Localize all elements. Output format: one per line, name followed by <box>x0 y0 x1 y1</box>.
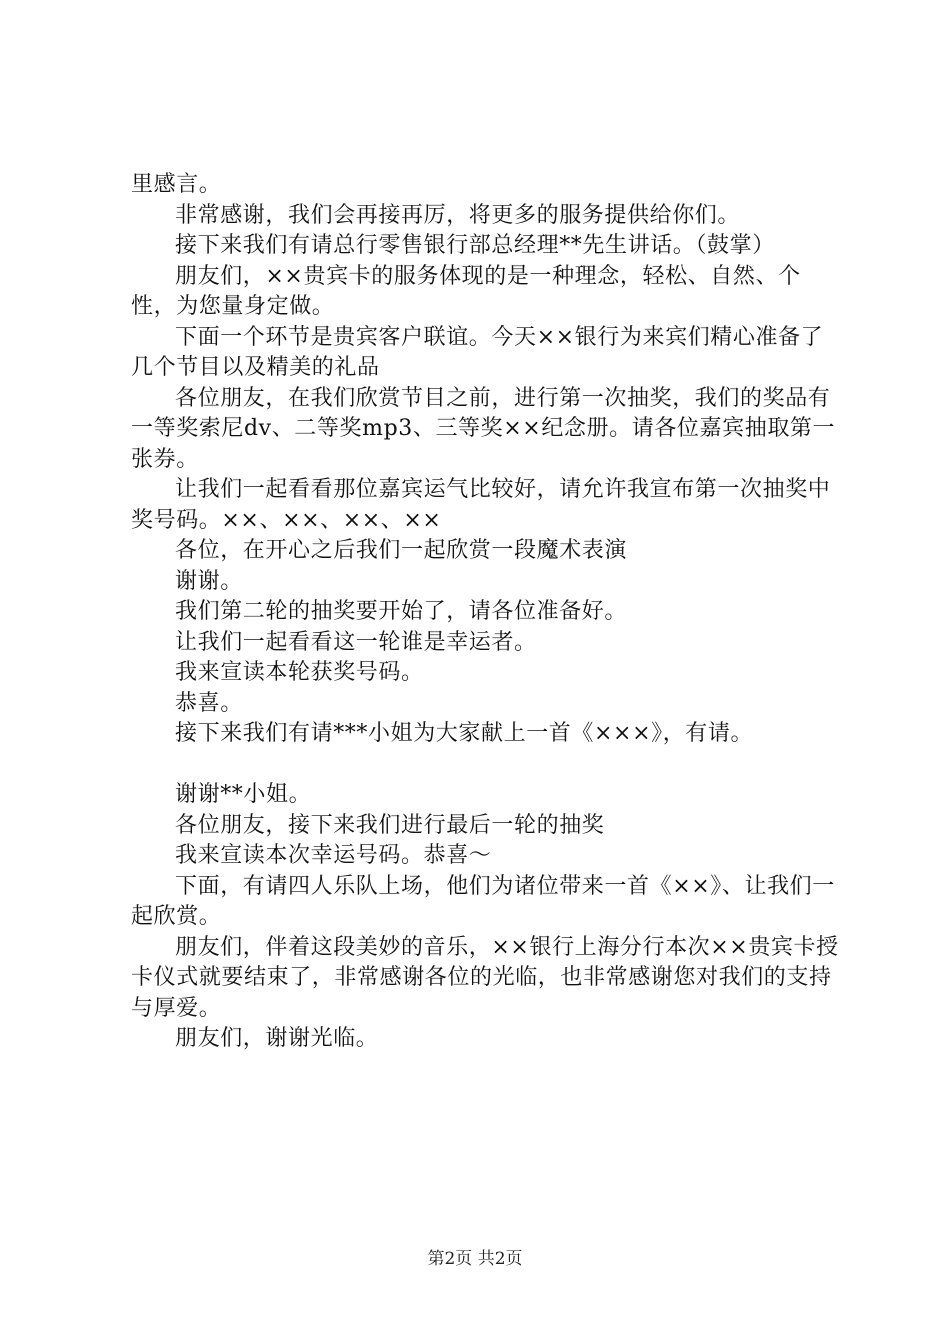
paragraph: 我来宣读本轮获奖号码。 <box>175 660 424 685</box>
paragraph: 朋友们，谢谢光临。 <box>175 1026 379 1051</box>
paragraph: 我来宣读本次幸运号码。恭喜～ <box>175 843 492 868</box>
paragraph: 让我们一起看看那位嘉宾运气比较好，请允许我宣布第一次抽奖中奖号码。××、××、××、×× <box>131 477 831 533</box>
paragraph: 各位，在开心之后我们一起欣赏一段魔术表演 <box>175 538 628 563</box>
paragraph: 恭喜。 <box>175 690 243 716</box>
page-number-label: 第2页 共2页 <box>427 1249 523 1269</box>
paragraph: 接下来我们有请总行零售银行部总经理**先生讲话。（鼓掌） <box>175 233 775 258</box>
paragraph: 谢谢。 <box>175 568 243 594</box>
paragraph: 我们第二轮的抽奖要开始了，请各位准备好。 <box>175 599 628 624</box>
paragraph: 朋友们，××贵宾卡的服务体现的是一种理念，轻松、自然、个性，为您量身定做。 <box>131 263 801 319</box>
blank-line <box>131 750 843 781</box>
paragraph: 非常感谢，我们会再接再厉，将更多的服务提供给你们。 <box>175 202 741 228</box>
document-body <box>131 170 843 1055</box>
paragraph: 里感言。 <box>131 172 222 197</box>
paragraph: 各位朋友，在我们欣赏节目之前，进行第一次抽奖，我们的奖品有一等奖索尼dv、二等奖mp3、三等奖××纪念册。请各位嘉宾抽取第一张券。 <box>131 385 836 472</box>
paragraph: 让我们一起看看这一轮谁是幸运者。 <box>175 629 537 655</box>
paragraph: 接下来我们有请***小姐为大家献上一首《×××》，有请。 <box>175 721 754 746</box>
paragraph: 下面一个环节是贵宾客户联谊。今天××银行为来宾们精心准备了几个节目以及精美的礼品 <box>131 324 824 380</box>
paragraph: 各位朋友，接下来我们进行最后一轮的抽奖 <box>175 812 605 838</box>
paragraph: 下面，有请四人乐队上场，他们为诸位带来一首《××》、让我们一起欣赏。 <box>131 873 835 929</box>
paragraph: 朋友们，伴着这段美妙的音乐，××银行上海分行本次××贵宾卡授卡仪式就要结束了，非常感谢各位的光临，也非常感谢您对我们的支持与厚爱。 <box>131 934 839 1021</box>
page-footer <box>0 1244 950 1269</box>
paragraph: 谢谢**小姐。 <box>175 782 312 807</box>
